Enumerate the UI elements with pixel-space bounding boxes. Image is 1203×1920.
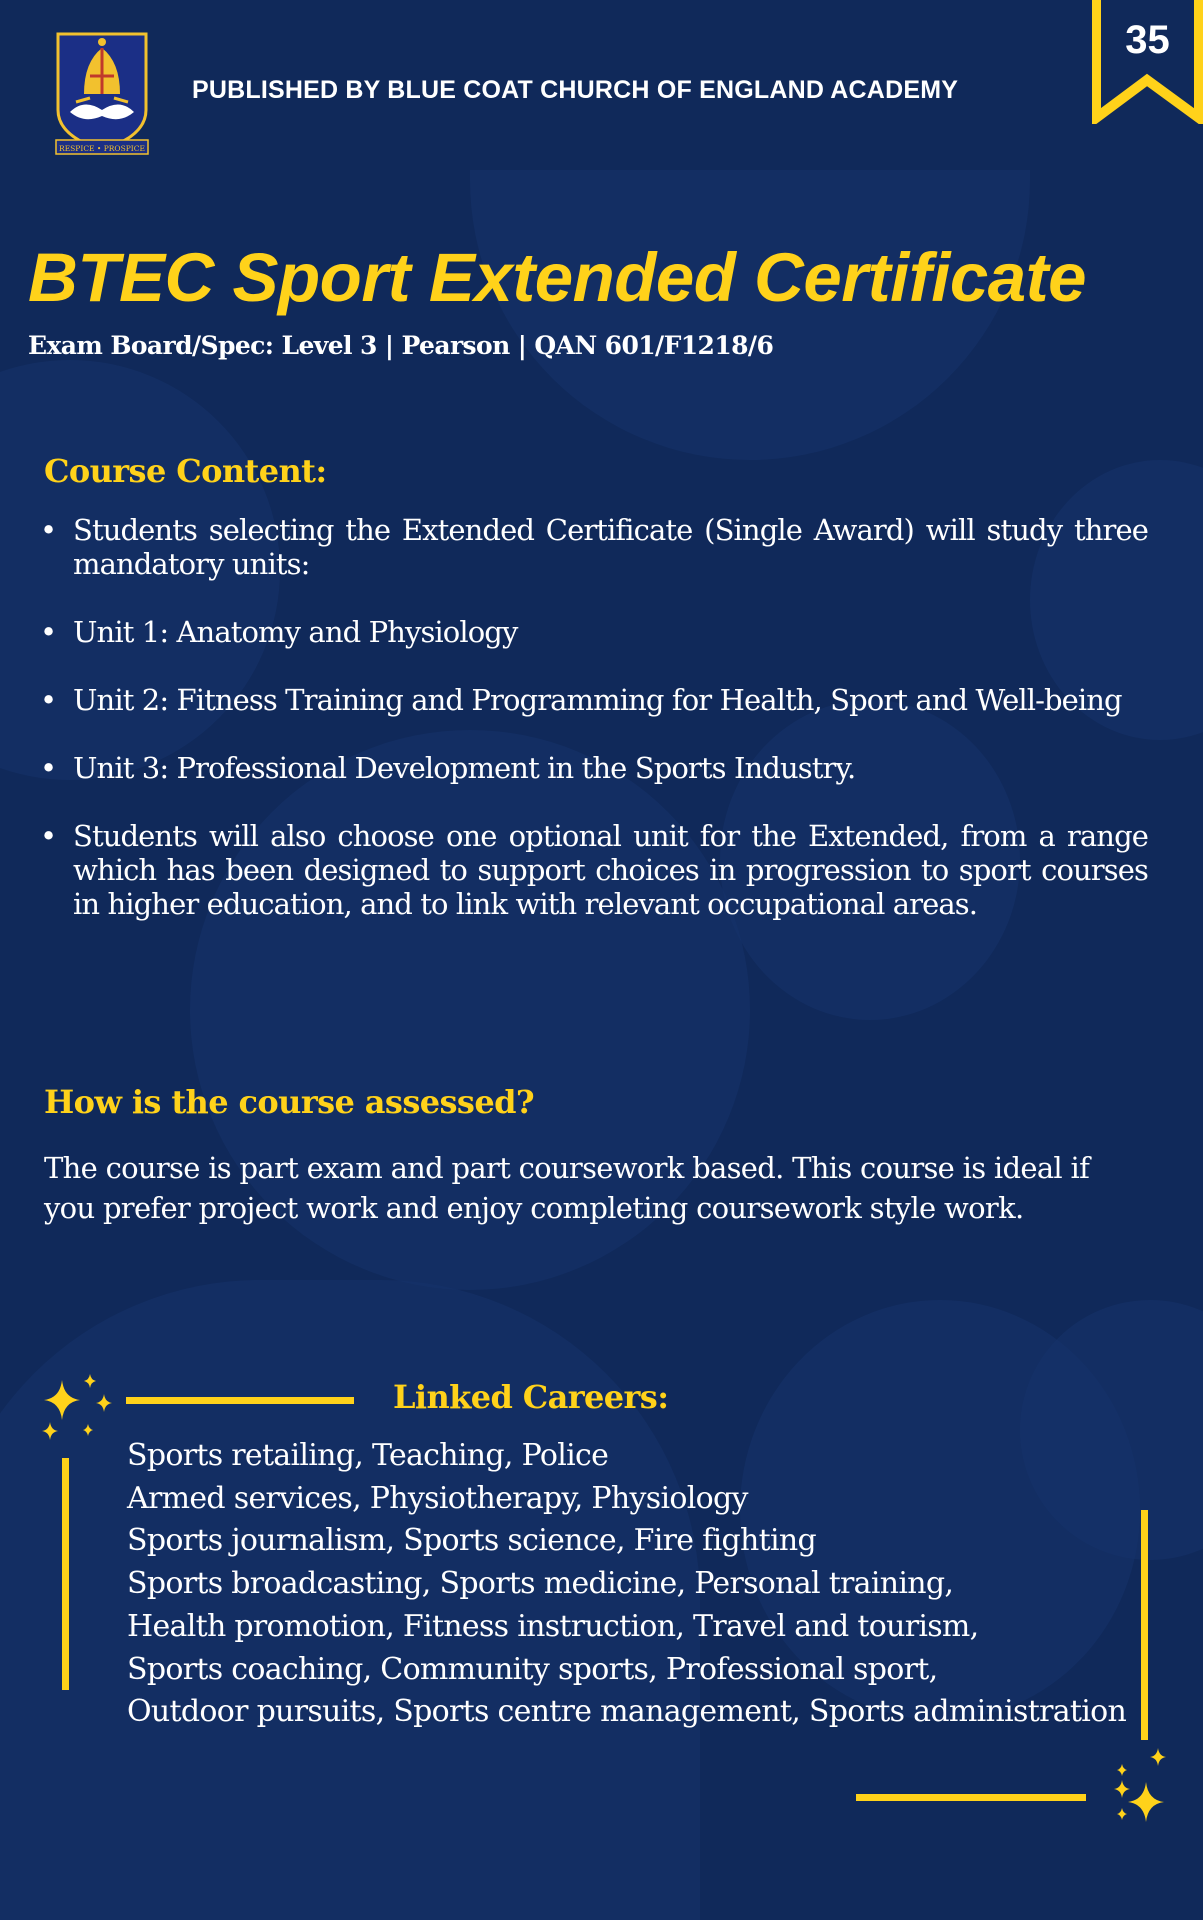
list-item: Outdoor pursuits, Sports centre management, Sports administration bbox=[127, 1694, 1127, 1730]
list-item: Sports journalism, Sports science, Fire fighting bbox=[127, 1523, 816, 1559]
exam-board-spec: Exam Board/Spec: Level 3 | Pearson | QAN 601/F1218/6 bbox=[28, 331, 774, 360]
crest-motto: RESPICE • PROSPICE bbox=[59, 144, 145, 153]
list-item: • Students will also choose one optional unit for the Extended, from a range which has been designed to support choices in progression to sport courses in higher education, and to link with relevant occupational areas. bbox=[40, 819, 1148, 921]
list-item: Health promotion, Fitness instruction, Travel and tourism, bbox=[127, 1608, 979, 1644]
publisher-label: PUBLISHED BY BLUE COAT CHURCH OF ENGLAND ACADEMY bbox=[192, 76, 959, 104]
decorative-line bbox=[1141, 1510, 1148, 1740]
page-number: 35 bbox=[1125, 18, 1170, 62]
list-item: Sports coaching, Community sports, Professional sport, bbox=[127, 1651, 938, 1687]
page-title: BTEC Sport Extended Certificate bbox=[28, 239, 1087, 316]
list-item: • Unit 3: Professional Development in the Sports Industry. bbox=[40, 751, 1148, 785]
careers-list bbox=[127, 1435, 1127, 1734]
list-item: Armed services, Physiotherapy, Physiology bbox=[127, 1480, 748, 1516]
page-header bbox=[0, 0, 1203, 170]
list-item: • Unit 1: Anatomy and Physiology bbox=[40, 615, 1148, 649]
school-crest-icon bbox=[54, 32, 150, 156]
list-item: Sports broadcasting, Sports medicine, Personal training, bbox=[127, 1566, 954, 1602]
list-item: • Unit 2: Fitness Training and Programming for Health, Sport and Well-being bbox=[40, 683, 1148, 717]
course-content-heading: Course Content: bbox=[44, 452, 327, 490]
list-item: Sports retailing, Teaching, Police bbox=[127, 1438, 609, 1473]
linked-careers-heading: Linked Careers: bbox=[393, 1378, 669, 1416]
course-content-list bbox=[40, 513, 1148, 955]
sparkles-icon bbox=[36, 1372, 122, 1458]
assessment-text: The course is part exam and part coursework based. This course is ideal if you prefer project work and enjoy completing coursework style work. bbox=[44, 1151, 1090, 1225]
decorative-line bbox=[62, 1458, 69, 1690]
sparkles-icon bbox=[1086, 1746, 1172, 1832]
assessment-heading: How is the course assessed? bbox=[44, 1083, 535, 1121]
list-item: • Students selecting the Extended Certificate (Single Award) will study three mandatory units: bbox=[40, 513, 1148, 581]
decorative-line bbox=[856, 1794, 1086, 1801]
decorative-line bbox=[126, 1397, 354, 1404]
